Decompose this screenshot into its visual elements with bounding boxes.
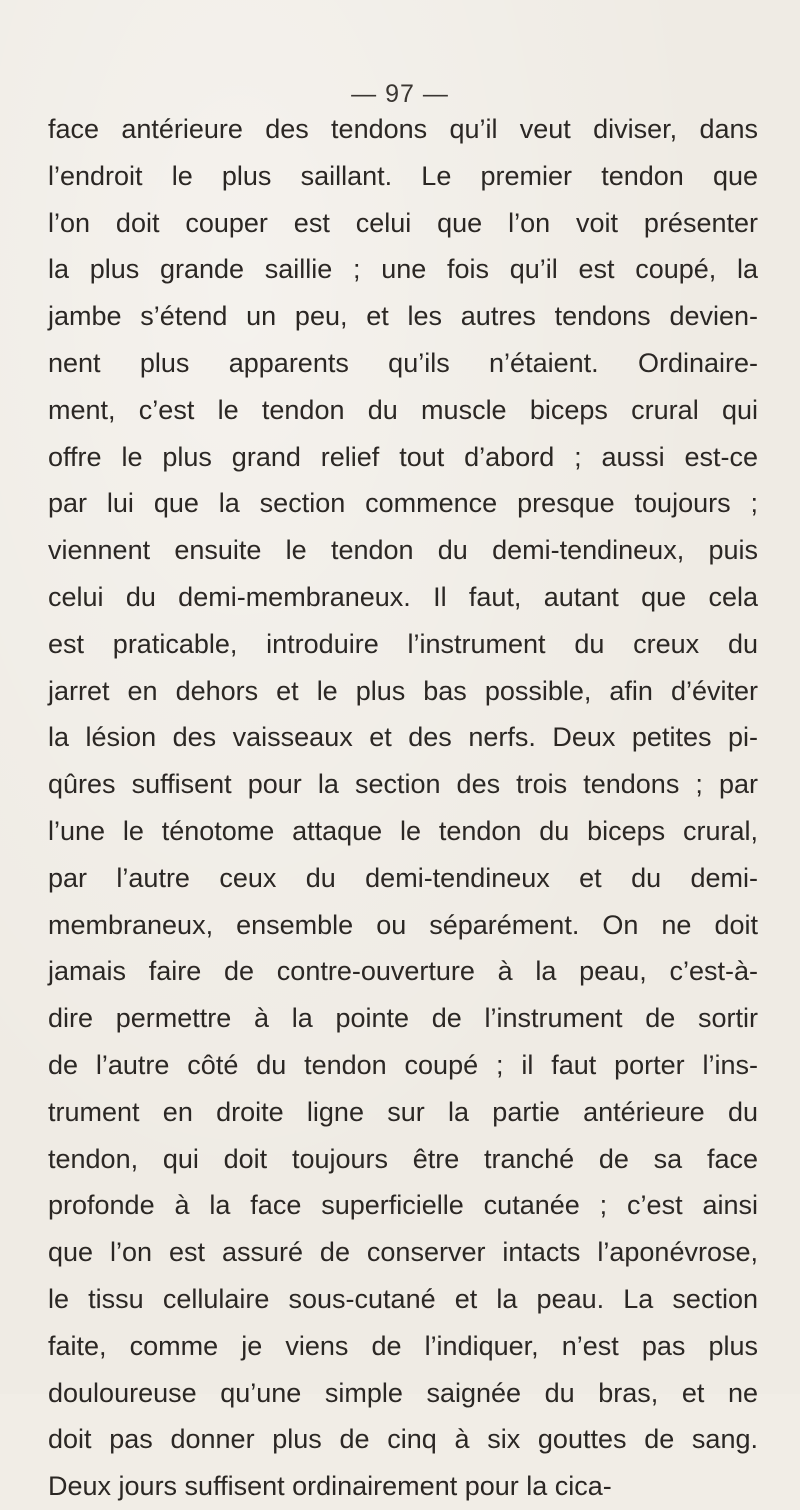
- text-line: jamais faire de contre-ouverture à la peau, c’est-à-: [48, 956, 758, 987]
- text-line: est praticable, introduire l’instrument du creux du: [48, 628, 758, 659]
- text-line: par lui que la section commence presque toujours ;: [48, 488, 758, 519]
- text-line: de l’autre côté du tendon coupé ; il faut porter l’ins-: [48, 1049, 758, 1080]
- text-line: offre le plus grand relief tout d’abord ; aussi est-ce: [48, 441, 758, 472]
- text-line: faite, comme je viens de l’indiquer, n’est pas plus: [48, 1330, 758, 1361]
- text-line: doit pas donner plus de cinq à six gouttes de sang.: [48, 1424, 758, 1455]
- text-line: qûres suffisent pour la section des trois tendons ; par: [48, 769, 758, 800]
- text-line: trument en droite ligne sur la partie antérieure du: [48, 1096, 758, 1127]
- text-line: la plus grande saillie ; une fois qu’il est coupé, la: [48, 254, 758, 285]
- text-line: viennent ensuite le tendon du demi-tendineux, puis: [48, 535, 758, 566]
- text-line: jambe s’étend un peu, et les autres tendons devien-: [48, 301, 758, 332]
- text-line: dire permettre à la pointe de l’instrument de sortir: [48, 1003, 758, 1034]
- text-line: profonde à la face superficielle cutanée ; c’est ainsi: [48, 1190, 758, 1221]
- text-line: jarret en dehors et le plus bas possible, afin d’éviter: [48, 675, 758, 706]
- page-number: — 97 —: [351, 80, 449, 108]
- text-line: l’endroit le plus saillant. Le premier tendon que: [48, 160, 758, 191]
- text-line: le tissu cellulaire sous-cutané et la peau. La section: [48, 1283, 758, 1314]
- text-line: tendon, qui doit toujours être tranché de sa face: [48, 1143, 758, 1174]
- text-line: nent plus apparents qu’ils n’étaient. Ordinaire-: [48, 347, 758, 378]
- text-line: la lésion des vaisseaux et des nerfs. Deux petites pi-: [48, 722, 758, 753]
- text-line: douloureuse qu’une simple saignée du bras, et ne: [48, 1377, 758, 1408]
- text-line: l’une le ténotome attaque le tendon du biceps crural,: [48, 815, 758, 846]
- text-line: face antérieure des tendons qu’il veut diviser, dans: [48, 114, 758, 144]
- text-line: que l’on est assuré de conserver intacts l’aponévrose,: [48, 1237, 758, 1268]
- text-line: ment, c’est le tendon du muscle biceps crural qui: [48, 394, 758, 425]
- text-line: membraneux, ensemble ou séparément. On ne doit: [48, 909, 758, 940]
- text-line: celui du demi-membraneux. Il faut, autant que cela: [48, 581, 758, 612]
- text-line: Deux jours suffisent ordinairement pour la cica-: [48, 1471, 612, 1502]
- text-line: l’on doit couper est celui que l’on voit présenter: [48, 207, 758, 238]
- text-line: par l’autre ceux du demi-tendineux et du demi-: [48, 862, 758, 893]
- body-text: [48, 106, 758, 1510]
